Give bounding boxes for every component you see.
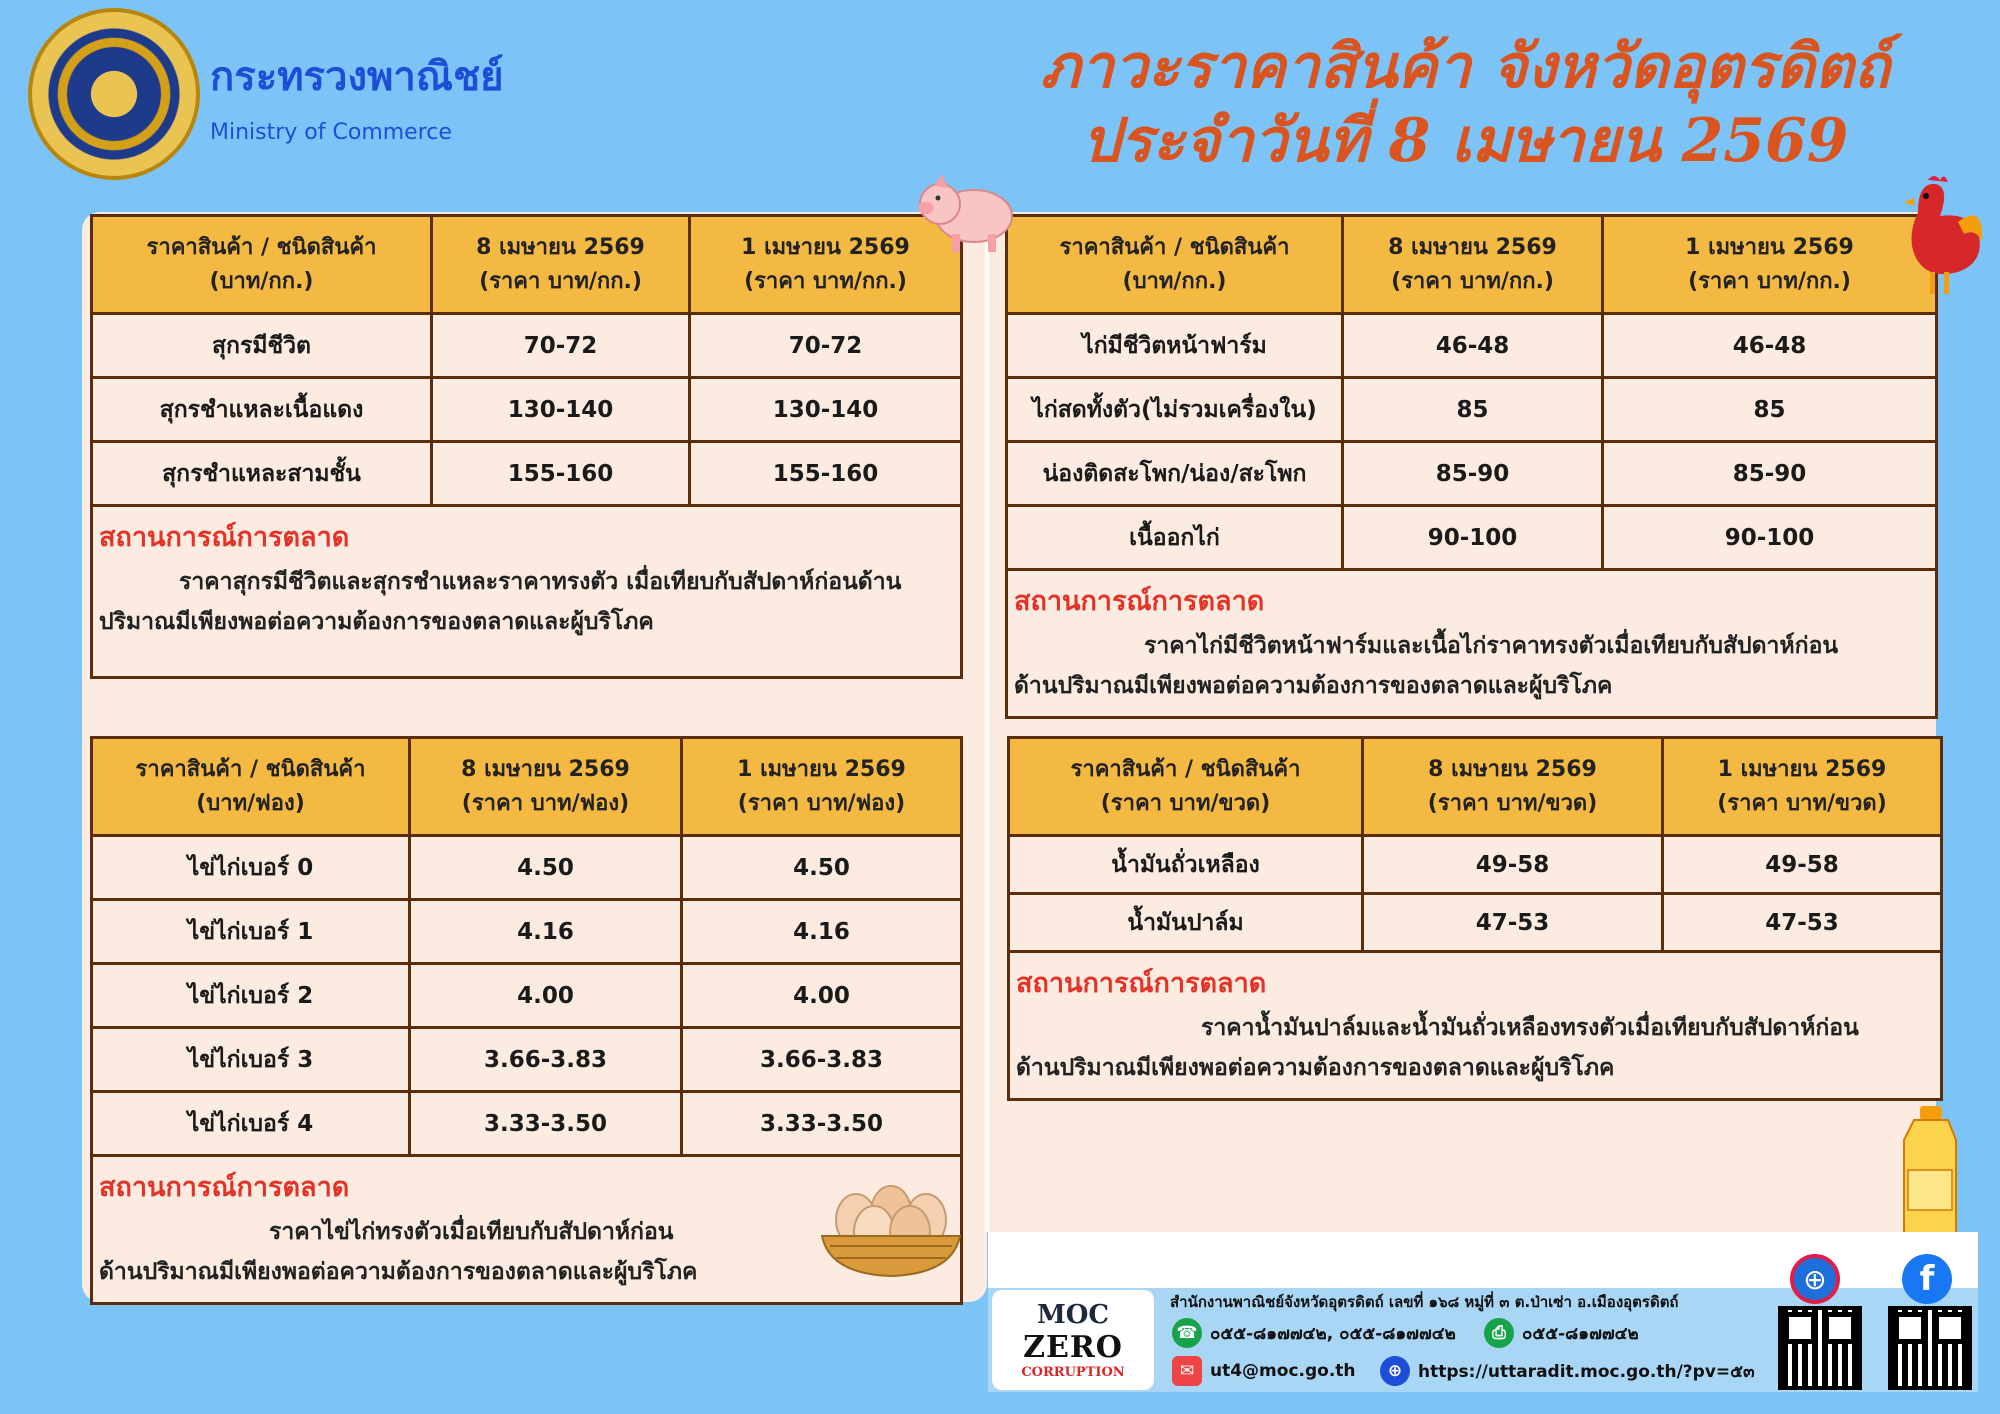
facebook-icon[interactable]: f: [1902, 1254, 1952, 1304]
egg-header-product: ราคาสินค้า / ชนิดสินค้า (บาท/ฟอง): [92, 738, 410, 836]
phone-number: ๐๕๕-๘๑๗๗๔๒, ๐๕๕-๘๑๗๗๔๒: [1210, 1323, 1456, 1344]
price-current: 4.16: [410, 900, 682, 964]
note-line: ด้านปริมาณมีเพียงพอต่อความต้องการของตลาดและผู้บริโภค: [1016, 1055, 1615, 1081]
title-line-2: ประจำวันที่ 8 เมษายน 2569: [1082, 106, 1849, 176]
price-current: 49-58: [1363, 836, 1663, 894]
price-current: 47-53: [1363, 894, 1663, 952]
table-row: [1007, 506, 1937, 570]
table-row: [1007, 314, 1937, 378]
table-row: [1007, 378, 1937, 442]
fax-icon: ⎙: [1484, 1318, 1514, 1348]
table-row: [92, 378, 962, 442]
price-current: 3.33-3.50: [410, 1092, 682, 1156]
price-current: 85: [1343, 378, 1603, 442]
price-current: 4.50: [410, 836, 682, 900]
price-previous: 70-72: [690, 314, 962, 378]
note-line: ด้านปริมาณมีเพียงพอต่อความต้องการของตลาดและผู้บริโภค: [1014, 673, 1613, 699]
phone-icon: ☎: [1172, 1318, 1202, 1348]
product-name: น่องติดสะโพก/น่อง/สะโพก: [1007, 442, 1343, 506]
egg-basket-icon: [816, 1170, 966, 1280]
table-row: [92, 900, 962, 964]
product-name: ไข่ไก่เบอร์ 2: [92, 964, 410, 1028]
note-title: สถานการณ์การตลาด: [1016, 968, 1267, 999]
moc-zero-corruption-logo: [992, 1290, 1154, 1390]
price-current: 90-100: [1343, 506, 1603, 570]
zero-label: ZERO: [1023, 1330, 1123, 1365]
table-row: [92, 442, 962, 506]
price-current: 85-90: [1343, 442, 1603, 506]
pork-header-product: ราคาสินค้า / ชนิดสินค้า (บาท/กก.): [92, 216, 432, 314]
product-name: ไข่ไก่เบอร์ 1: [92, 900, 410, 964]
note-title: สถานการณ์การตลาด: [99, 522, 350, 553]
rooster-icon: [1878, 172, 1988, 302]
product-name: ไข่ไก่เบอร์ 3: [92, 1028, 410, 1092]
oil-bottle-icon: [1880, 1100, 1980, 1240]
product-name: สุกรชำแหละเนื้อแดง: [92, 378, 432, 442]
website-link[interactable]: https://uttaradit.moc.go.th/?pv=๕๓: [1418, 1361, 1755, 1382]
phone-contact: [1172, 1318, 1456, 1348]
note-title: สถานการณ์การตลาด: [99, 1172, 350, 1203]
price-previous: 3.33-3.50: [682, 1092, 962, 1156]
table-row: [92, 964, 962, 1028]
price-previous: 49-58: [1663, 836, 1942, 894]
email-address[interactable]: ut4@moc.go.th: [1210, 1361, 1356, 1381]
chicken-header-previous: 1 เมษายน 2569 (ราคา บาท/กก.): [1603, 216, 1937, 314]
table-row: [92, 314, 962, 378]
globe-icon: ⊕: [1380, 1356, 1410, 1386]
price-current: 3.66-3.83: [410, 1028, 682, 1092]
price-previous: 85: [1603, 378, 1937, 442]
note-line: ราคาสุกรมีชีวิตและสุกรชำแหละราคาทรงตัว เมื่อเทียบกับสัปดาห์ก่อนด้าน: [179, 569, 902, 595]
moc-label: MOC: [1036, 1300, 1110, 1330]
price-previous: 90-100: [1603, 506, 1937, 570]
price-previous: 4.50: [682, 836, 962, 900]
title-line-1: ภาวะราคาสินค้า จังหวัดอุตรดิตถ์: [1040, 32, 1890, 102]
note-title: สถานการณ์การตลาด: [1014, 586, 1265, 617]
fax-number: ๐๕๕-๘๑๗๗๔๒: [1522, 1323, 1639, 1344]
table-row: [1009, 894, 1942, 952]
ministry-name-thai: กระทรวงพาณิชย์: [210, 53, 504, 100]
price-previous: 3.66-3.83: [682, 1028, 962, 1092]
price-previous: 130-140: [690, 378, 962, 442]
price-current: 4.00: [410, 964, 682, 1028]
product-name: ไข่ไก่เบอร์ 4: [92, 1092, 410, 1156]
product-name: น้ำมันปาล์ม: [1009, 894, 1363, 952]
office-address: สำนักงานพาณิชย์จังหวัดอุตรดิตถ์ เลขที่ ๑๖๘ หมู่ที่ ๓ ต.ป่าเซ่า อ.เมืองอุตรดิตถ์: [1170, 1293, 1679, 1311]
price-previous: 46-48: [1603, 314, 1937, 378]
oil-market-note: [1009, 952, 1942, 1100]
page-title: [1041, 30, 1890, 178]
egg-header-previous: 1 เมษายน 2569 (ราคา บาท/ฟอง): [682, 738, 962, 836]
product-name: น้ำมันถั่วเหลือง: [1009, 836, 1363, 894]
ministry-seal-icon: [28, 8, 200, 180]
website-contact: [1380, 1356, 1755, 1386]
note-line: ราคาไก่มีชีวิตหน้าฟาร์มและเนื้อไก่ราคาทรงตัวเมื่อเทียบกับสัปดาห์ก่อน: [1144, 633, 1839, 659]
product-name: สุกรชำแหละสามชั้น: [92, 442, 432, 506]
chicken-market-note: [1007, 570, 1937, 718]
table-row: [1009, 836, 1942, 894]
table-row: [92, 1028, 962, 1092]
panel-divider: [985, 212, 989, 1232]
note-line: ปริมาณมีเพียงพอต่อความต้องการของตลาดและผู้บริโภค: [99, 609, 654, 635]
price-current: 70-72: [432, 314, 690, 378]
pig-icon: [912, 168, 1022, 258]
chicken-header-current: 8 เมษายน 2569 (ราคา บาท/กก.): [1343, 216, 1603, 314]
pork-price-table: [90, 214, 963, 679]
price-previous: 85-90: [1603, 442, 1937, 506]
oil-price-table: [1007, 736, 1943, 1101]
ministry-logo-block: [28, 8, 504, 180]
price-current: 46-48: [1343, 314, 1603, 378]
table-row: [1007, 442, 1937, 506]
corruption-label: CORRUPTION: [1021, 1365, 1125, 1380]
price-current: 130-140: [432, 378, 690, 442]
product-name: ไก่สดทั้งตัว(ไม่รวมเครื่องใน): [1007, 378, 1343, 442]
note-line: ราคาน้ำมันปาล์มและน้ำมันถั่วเหลืองทรงตัวเมื่อเทียบกับสัปดาห์ก่อน: [1201, 1015, 1859, 1041]
price-previous: 47-53: [1663, 894, 1942, 952]
email-icon: ✉: [1172, 1356, 1202, 1386]
chicken-header-product: ราคาสินค้า / ชนิดสินค้า (บาท/กก.): [1007, 216, 1343, 314]
fax-contact: [1484, 1318, 1639, 1348]
price-previous: 4.16: [682, 900, 962, 964]
pork-header-current: 8 เมษายน 2569 (ราคา บาท/กก.): [432, 216, 690, 314]
chicken-price-table: [1005, 214, 1938, 719]
price-previous: 4.00: [682, 964, 962, 1028]
website-globe-icon[interactable]: ⊕: [1790, 1254, 1840, 1304]
note-line: ด้านปริมาณมีเพียงพอต่อความต้องการของตลาดและผู้บริโภค: [99, 1259, 698, 1285]
table-row: [92, 836, 962, 900]
pork-market-note: [92, 506, 962, 678]
ministry-name-english: Ministry of Commerce: [210, 119, 452, 145]
oil-header-previous: 1 เมษายน 2569 (ราคา บาท/ขวด): [1663, 738, 1942, 836]
oil-header-current: 8 เมษายน 2569 (ราคา บาท/ขวด): [1363, 738, 1663, 836]
note-line: ราคาไข่ไก่ทรงตัวเมื่อเทียบกับสัปดาห์ก่อน: [269, 1219, 674, 1245]
product-name: สุกรมีชีวิต: [92, 314, 432, 378]
product-name: ไก่มีชีวิตหน้าฟาร์ม: [1007, 314, 1343, 378]
egg-header-current: 8 เมษายน 2569 (ราคา บาท/ฟอง): [410, 738, 682, 836]
website-qr-code: [1778, 1306, 1862, 1390]
oil-header-product: ราคาสินค้า / ชนิดสินค้า (ราคา บาท/ขวด): [1009, 738, 1363, 836]
price-previous: 155-160: [690, 442, 962, 506]
email-contact: [1172, 1356, 1356, 1386]
product-name: เนื้ออกไก่: [1007, 506, 1343, 570]
product-name: ไข่ไก่เบอร์ 0: [92, 836, 410, 900]
pork-header-previous: 1 เมษายน 2569 (ราคา บาท/กก.): [690, 216, 962, 314]
price-current: 155-160: [432, 442, 690, 506]
table-row: [92, 1092, 962, 1156]
facebook-qr-code: [1888, 1306, 1972, 1390]
